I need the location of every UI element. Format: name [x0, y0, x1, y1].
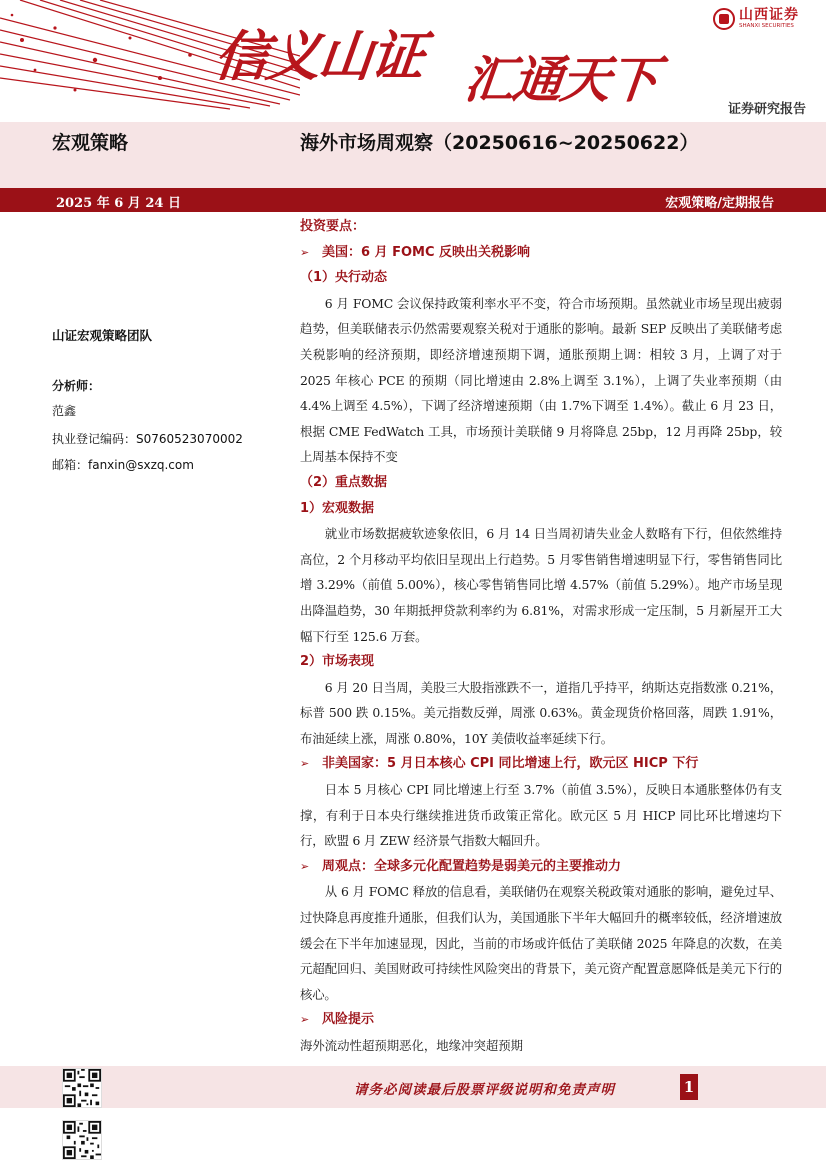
report-type: 证券研究报告 [727, 102, 806, 117]
registration-code: 执业登记编码：S0760523070002 [52, 432, 243, 446]
arrow-bullet-icon: ➢ [300, 245, 310, 259]
nonus-heading [300, 751, 782, 777]
subheading-central-bank: （1）央行动态 [300, 270, 388, 286]
email-link[interactable]: 邮箱：fanxin@sxzq.com [52, 458, 194, 472]
report-date: 2025 年 6 月 24 日 [56, 196, 181, 211]
paragraph-view: 从 6 月 FOMC 释放的信息看，美联储仍在观察关税政策对通胀的影响，避免过早、过快降息再度推升通胀，但我们认为，美国通胀下半年大幅回升的概率较低，经济增速放缓会在下半年加速显现，因此，当前的市场或许低估了美联储 2025 年降息的次数，在美元超配回归、美国财政可持续性风险突出的背景下，美元资产配置意愿降低是美元下行的核心。 [300, 884, 782, 1002]
paragraph-nonus: 日本 5 月核心 CPI 同比增速上行至 3.7%（前值 3.5%），反映日本通胀整体仍有支撑，有利于日本央行继续推进货币政策正常化。欧元区 5 月 HICP 同比环比增速均下行，欧盟 6 月 ZEW 经济景气指数大幅回升。 [300, 782, 782, 849]
team-name: 山证宏观策略团队 [52, 328, 153, 343]
analyst-label: 分析师： [52, 379, 101, 393]
qr-code-icon[interactable] [62, 1120, 102, 1160]
page-number: 1 [680, 1074, 698, 1100]
logo-english: SHANXI SECURITIES [739, 23, 794, 29]
view-heading [300, 854, 782, 880]
view-heading-text: 周观点：全球多元化配置趋势是弱美元的主要推动力 [322, 858, 622, 874]
analyst-name: 范鑫 [52, 404, 77, 418]
invest-heading: 投资要点： [300, 219, 366, 234]
category-title: 宏观策略 [52, 132, 129, 154]
risk-text: 海外流动性超预期恶化，地缘冲突超预期 [300, 1038, 524, 1053]
slogan-part1: 信义山证 [211, 24, 426, 88]
paragraph-central-bank: 6 月 FOMC 会议保持政策利率水平不变，符合市场预期。虽然就业市场呈现出疲弱趋势，但美联储表示仍然需要观察关税对于通胀的影响。最新 SEP 反映出了美联储考虑关税影响的经济预期，即经济增速预期下调，通胀预期上调：相较 3 月，上调了对于 2025 年核心 PCE 的预期（同比增速由 2.8%上调至 3.1%），上调了失业率预期（由 4.4%上调至 4.5%），下调了经济增速预期（由 1.7%下调至 1.4%）。截止 6 月 23 日，根据 CME FedWatch 工具，市场预计美联储 9 月将降息 25bp，12 月再降 25bp，较上周基本保持不变 [300, 295, 782, 465]
report-tag: 宏观策略/定期报告 [665, 196, 774, 211]
shanxi-securities-logo [713, 8, 799, 30]
nonus-heading-text: 非美国家：5 月日本核心 CPI 同比增速上行，欧元区 HICP 下行 [322, 756, 699, 772]
arrow-bullet-icon: ➢ [300, 859, 310, 873]
paragraph-market: 6 月 20 日当周，美股三大股指涨跌不一，道指几乎持平，纳斯达克指数涨 0.21%，标普 500 跌 0.15%。美元指数反弹，周涨 0.63%。黄金现货价格回落，周跌 1.91%，布油延续上涨，周涨 0.80%，10Y 美债收益率延续下行。 [300, 679, 782, 746]
paragraph-macro-data: 就业市场数据疲软迹象依旧，6 月 14 日当周初请失业金人数略有下行，但依然维持高位，2 个月移动平均依旧呈现出上行趋势。5 月零售销售增速明显下行，零售销售同比增 3.29%（前值 5.00%），核心零售销售同比增 4.57%（前值 5.29%）。地产市场呈现出降温趋势，30 年期抵押贷款利率约为 6.81%，对需求形成一定压制，5 月新屋开工大幅下行至 125.6 万套。 [300, 526, 782, 644]
logo-mark-icon [713, 8, 735, 30]
subheading-market: 2）市场表现 [300, 654, 375, 670]
us-heading-text: 美国：6 月 FOMC 反映出关税影响 [322, 244, 531, 260]
subheading-key-data: （2）重点数据 [300, 474, 388, 490]
arrow-bullet-icon: ➢ [300, 1013, 310, 1027]
disclaimer-link[interactable]: 请务必阅读最后股票评级说明和免责声明 [354, 1082, 615, 1098]
risk-heading-text: 风险提示 [322, 1012, 375, 1028]
page-title: 海外市场周观察（20250616~20250622） [300, 132, 699, 154]
risk-heading [300, 1007, 782, 1033]
arrow-bullet-icon: ➢ [300, 757, 310, 771]
main-content [300, 214, 782, 1059]
subheading-macro-data: 1）宏观数据 [300, 500, 375, 516]
us-heading [300, 240, 782, 266]
slogan-part2: 汇通天下 [461, 50, 660, 109]
logo-name: 山西证券 [739, 7, 799, 23]
qr-code-icon[interactable] [62, 1068, 102, 1108]
